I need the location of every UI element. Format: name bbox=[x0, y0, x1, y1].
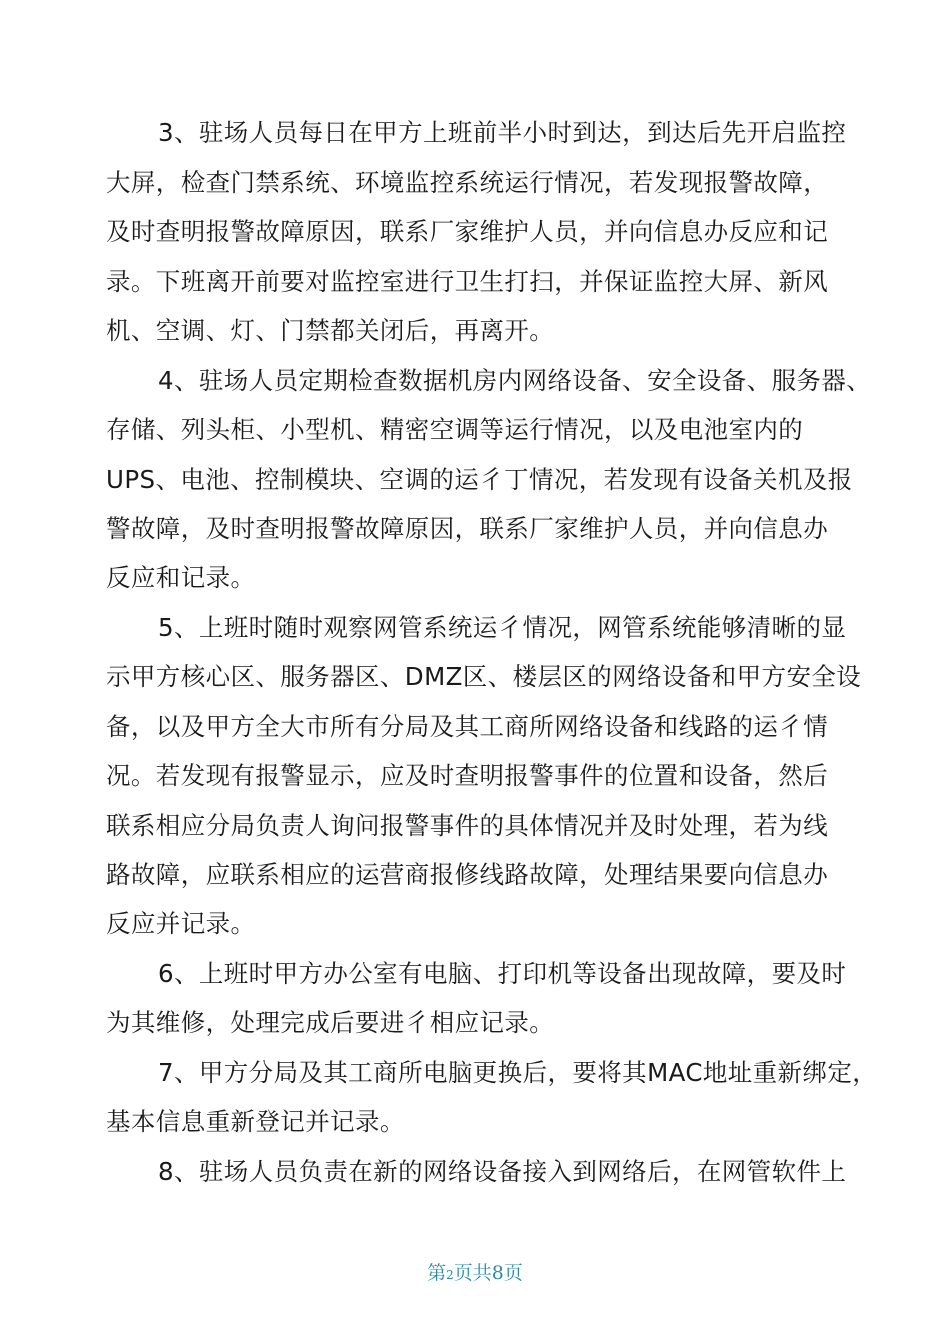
footer-suffix: 页 bbox=[503, 1262, 523, 1284]
paragraph-7-line-2: 基本信息重新登记并记录。 bbox=[106, 1107, 405, 1136]
paragraph-8-line-1: 8、驻场人员负责在新的网络设备接入到网络后，在网管软件上 bbox=[158, 1157, 847, 1186]
footer-prefix: 第 bbox=[427, 1262, 447, 1284]
paragraph-5-line-4: 况。若发现有报警显示，应及时查明报警事件的位置和设备，然后 bbox=[106, 761, 829, 790]
footer-middle: 页共 bbox=[453, 1262, 492, 1284]
paragraph-5-line-7: 反应并记录。 bbox=[106, 909, 256, 938]
paragraph-7-line-1: 7、甲方分局及其工商所电脑更换后，要将其MAC地址重新绑定， bbox=[158, 1058, 878, 1087]
paragraph-4-line-5: 反应和记录。 bbox=[106, 563, 256, 592]
paragraph-3-line-5: 机、空调、灯、门禁都关闭后，再离开。 bbox=[106, 316, 555, 345]
paragraph-4-line-4: 警故障，及时查明报警故障原因，联系厂家维护人员，并向信息办 bbox=[106, 514, 829, 543]
paragraph-5-line-3: 备，以及甲方全大市所有分局及其工商所网络设备和线路的运彳情 bbox=[106, 712, 829, 741]
paragraph-5-line-1: 5、上班时随时观察网管系统运彳情况，网管系统能够清晰的显 bbox=[158, 613, 847, 642]
paragraph-5-line-5: 联系相应分局负责人询问报警事件的具体情况并及时处理，若为线 bbox=[106, 811, 829, 840]
paragraph-3-line-2: 大屏，检查门禁系统、环境监控系统运行情况，若发现报警故障， bbox=[106, 168, 829, 197]
paragraph-3-line-1: 3、驻场人员每日在甲方上班前半小时到达，到达后先开启监控 bbox=[158, 118, 847, 147]
paragraph-4-line-2: 存储、列头柜、小型机、精密空调等运行情况，以及电池室内的 bbox=[106, 415, 804, 444]
paragraph-4-line-1: 4、驻场人员定期检查数据机房内网络设备、安全设备、服务器、 bbox=[158, 366, 872, 395]
paragraph-5-line-2: 示甲方核心区、服务器区、DMZ区、楼层区的网络设备和甲方安全设 bbox=[106, 662, 862, 691]
footer-page-number: 2 bbox=[446, 1268, 454, 1282]
paragraph-6-line-2: 为其维修，处理完成后要进彳相应记录。 bbox=[106, 1008, 555, 1037]
paragraph-3-line-3: 及时查明报警故障原因，联系厂家维护人员，并向信息办反应和记 bbox=[106, 217, 829, 246]
paragraph-6-line-1: 6、上班时甲方办公室有电脑、打印机等设备出现故障，要及时 bbox=[158, 959, 847, 988]
page-footer bbox=[0, 1258, 950, 1285]
paragraph-3-line-4: 录。下班离开前要对监控室进行卫生打扫，并保证监控大屏、新风 bbox=[106, 267, 829, 296]
paragraph-4-line-3: UPS、电池、控制模块、空调的运彳丁情况，若发现有设备关机及报 bbox=[106, 465, 853, 494]
footer-total-pages: 8 bbox=[491, 1262, 504, 1284]
paragraph-5-line-6: 路故障，应联系相应的运营商报修线路故障，处理结果要向信息办 bbox=[106, 860, 829, 889]
